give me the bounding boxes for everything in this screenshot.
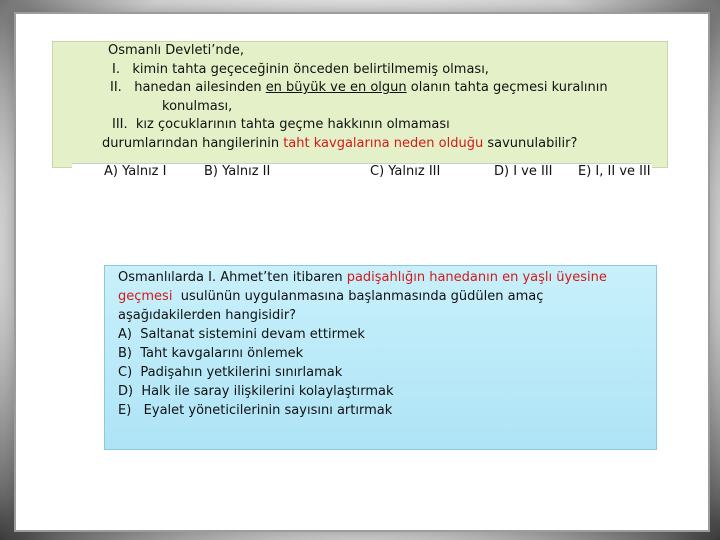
item-2-continuation: konulması, bbox=[162, 98, 233, 114]
item-2-text-before: hanedan ailesinden bbox=[134, 80, 266, 95]
question-2-line-1 bbox=[118, 268, 638, 287]
question-1-text bbox=[104, 42, 664, 153]
question-1-item-3 bbox=[104, 116, 664, 135]
question-1-item-2 bbox=[104, 79, 664, 98]
option-b[interactable]: B) Yalnız II bbox=[204, 164, 271, 179]
q2-line-1-plain: Osmanlılarda I. Ahmet’ten itibaren bbox=[118, 270, 347, 285]
question-1-intro: Osmanlı Devleti’nde, bbox=[108, 43, 245, 58]
q2-option-b[interactable]: B) Taht kavgalarını önlemek bbox=[118, 346, 304, 361]
q2-line-2-plain: usulünün uygulanmasına başlanmasında güdülen amaç bbox=[172, 289, 544, 304]
q2-option-e[interactable]: E) Eyalet yöneticilerinin sayısını artırmak bbox=[118, 403, 393, 418]
item-1-text: kimin tahta geçeceğinin önceden belirtilmemiş olması, bbox=[132, 61, 489, 77]
option-d[interactable]: D) I ve III bbox=[494, 164, 553, 179]
q2-option-c[interactable]: C) Padişahın yetkilerini sınırlamak bbox=[118, 365, 343, 380]
item-3-text: kız çocuklarının tahta geçme hakkının olmaması bbox=[135, 117, 450, 132]
item-1-number: I. bbox=[112, 61, 120, 77]
stem-before: durumlarından hangilerinin bbox=[102, 135, 284, 151]
item-2-number: II. bbox=[110, 80, 122, 95]
question-2-text bbox=[118, 268, 638, 420]
question-1-options bbox=[72, 163, 652, 182]
item-2-underlined-phrase: en büyük ve en olgun bbox=[265, 80, 407, 95]
q2-line-1-highlight: padişahlığın hanedanın en yaşlı üyesine bbox=[346, 270, 607, 285]
question-1-stem bbox=[102, 135, 664, 154]
question-1-item-1 bbox=[104, 61, 664, 80]
option-e[interactable]: E) I, II ve III bbox=[578, 164, 651, 179]
q2-option-a[interactable]: A) Saltanat sistemini devam ettirmek bbox=[118, 327, 365, 342]
stem-after: savunulabilir? bbox=[483, 135, 578, 151]
option-c[interactable]: C) Yalnız III bbox=[370, 164, 441, 179]
item-3-number: III. bbox=[112, 117, 128, 132]
question-2-line-3: aşağıdakilerden hangisidir? bbox=[118, 308, 297, 323]
q2-line-2-highlight: geçmesi bbox=[118, 289, 173, 304]
q2-option-d[interactable]: D) Halk ile saray ilişkilerini kolaylaştırmak bbox=[118, 384, 394, 399]
stem-highlight: taht kavgalarına neden olduğu bbox=[283, 135, 484, 151]
item-2-text-after: olanın tahta geçmesi kuralının bbox=[406, 80, 608, 95]
question-2-line-2 bbox=[118, 287, 638, 306]
option-a[interactable]: A) Yalnız I bbox=[104, 164, 167, 179]
